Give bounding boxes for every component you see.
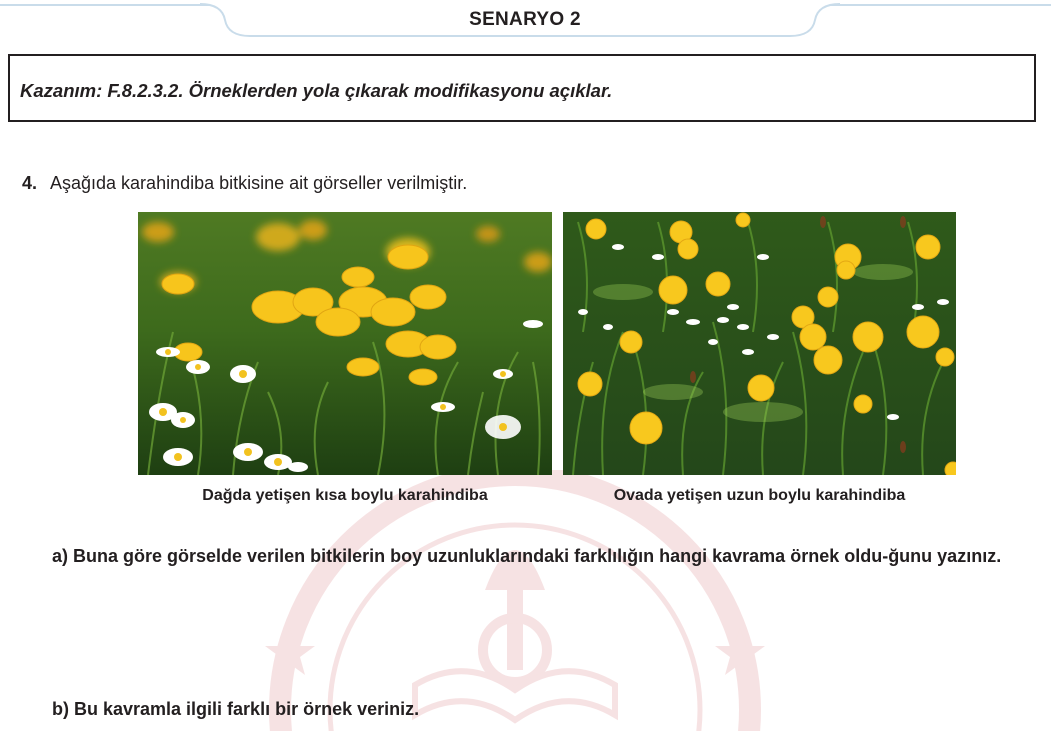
question-part-b: b) Bu kavramla ilgili farklı bir örnek veriniz. bbox=[52, 699, 420, 719]
learning-outcome-text: Kazanım: F.8.2.3.2. Örneklerden yola çıkarak modifikasyonu açıklar. bbox=[20, 80, 613, 101]
question-number: 4. bbox=[22, 173, 38, 193]
mountain-dandelion-photo bbox=[138, 212, 552, 475]
photo-2-caption: Ovada yetişen uzun boylu karahindiba bbox=[613, 487, 906, 504]
question-text: Aşağıda karahindiba bitkisine ait görseller verilmiştir. bbox=[50, 173, 468, 193]
ministry-seal-watermark bbox=[235, 470, 795, 731]
learning-outcome-box bbox=[8, 54, 1036, 122]
question-part-a: a) Buna göre görselde verilen bitkilerin boy uzunluklarındaki farklılığın hangi kavrama örnek oldu-ğunu yazınız. bbox=[52, 546, 1002, 566]
photo-1-caption: Dağda yetişen kısa boylu karahindiba bbox=[202, 487, 488, 504]
plain-dandelion-photo bbox=[563, 212, 956, 475]
scenario-title: SENARYO 2 bbox=[469, 9, 581, 30]
